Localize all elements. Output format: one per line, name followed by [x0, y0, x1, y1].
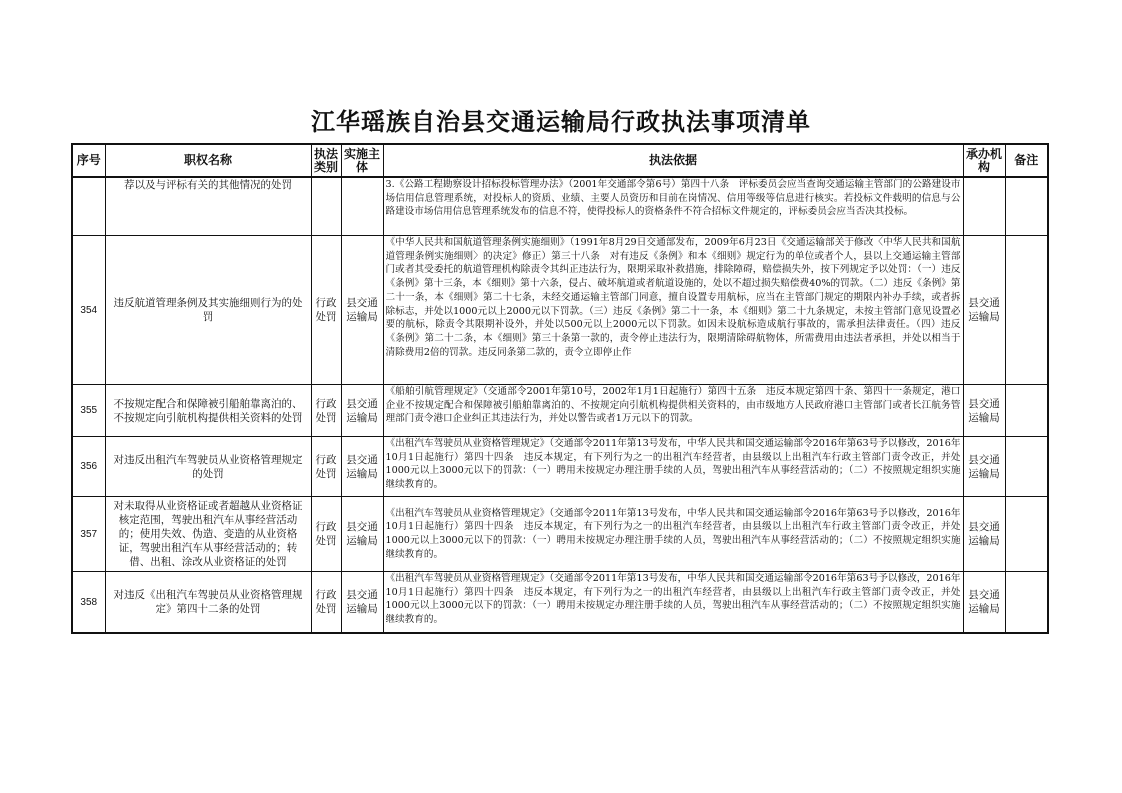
row-type: 行政处罚	[311, 497, 341, 572]
row-index: 356	[72, 437, 105, 497]
row-type: 行政处罚	[311, 572, 341, 634]
row-index: 355	[72, 385, 105, 437]
row-remark	[1005, 572, 1048, 634]
row-subject: 县交通运输局	[341, 437, 383, 497]
header-index: 序号	[72, 144, 105, 177]
row-type	[311, 177, 341, 236]
row-subject: 县交通运输局	[341, 236, 383, 385]
row-basis-text: 3.《公路工程勘察设计招标投标管理办法》（2001年交通部令第6号）第四十八条 评标委员会应当查询交通运输主管部门的公路建设市场信用信息管理系统，对投标人的资质、业绩、主要人员资历和目前在岗情况、信用等级等信息进行核实。若投标文件载明的信息与公路建设市场信用信息管理系统发布的信息不符，使得投标人的资格条件不符合招标文件规定的，评标委员会应当否决其投标。	[385, 179, 961, 218]
row-index: 357	[72, 497, 105, 572]
row-agency: 县交通运输局	[963, 385, 1005, 437]
row-agency	[963, 177, 1005, 236]
table-row	[72, 437, 1048, 497]
row-remark	[1005, 497, 1048, 572]
row-type: 行政处罚	[311, 437, 341, 497]
row-subject: 县交通运输局	[341, 497, 383, 572]
row-agency: 县交通运输局	[963, 497, 1005, 572]
table-row	[72, 236, 1048, 385]
header-basis: 执法依据	[383, 144, 963, 177]
row-basis	[383, 437, 963, 497]
row-subject: 县交通运输局	[341, 385, 383, 437]
document-title: 江华瑶族自治县交通运输局行政执法事项清单	[311, 107, 811, 136]
row-agency: 县交通运输局	[963, 236, 1005, 385]
row-name: 不按规定配合和保障被引船舶靠离泊的、不按规定向引航机构提供相关资料的处罚	[105, 385, 311, 437]
row-type: 行政处罚	[311, 236, 341, 385]
header-name: 职权名称	[105, 144, 311, 177]
table-row	[72, 572, 1048, 634]
row-type: 行政处罚	[311, 385, 341, 437]
header-subject: 实施主体	[341, 144, 383, 177]
row-name: 荐以及与评标有关的其他情况的处罚	[105, 177, 311, 236]
table-row	[72, 385, 1048, 437]
row-name: 对违反《出租汽车驾驶员从业资格管理规定》第四十二条的处罚	[105, 572, 311, 634]
row-basis	[383, 236, 963, 385]
row-index	[72, 177, 105, 236]
table-row	[72, 177, 1048, 236]
row-index: 354	[72, 236, 105, 385]
row-remark	[1005, 177, 1048, 236]
header-type: 执法类别	[311, 144, 341, 177]
row-name: 对违反出租汽车驾驶员从业资格管理规定的处罚	[105, 437, 311, 497]
header-row	[72, 144, 1048, 177]
row-basis-text: 《中华人民共和国航道管理条例实施细则》（1991年8月29日交通部发布，2009年6月23日《交通运输部关于修改〈中华人民共和国航道管理条例实施细则〉的决定》修正）第三十八条 对有违反《条例》和本《细则》规定行为的单位或者个人，县以上交通运输主管部门或者其受委托的航道管理机构除责令其纠正违法行为，限期采取补救措施，排除障碍，赔偿损失外，按下列规定予以处罚：（一）违反《条例》第十三条，本《细则》第十六条，侵占、破坏航道或者航道设施的，处以不超过损失赔偿费40%的罚款。（二）违反《条例》第二十一条，本《细则》第二十七条，未经交通运输主管部门同意，擅自设置专用航标，应当在主管部门规定的期限内补办手续，或者拆除标志，并处以1000元以上2000元以下罚款。（三）违反《条例》第二十一条，本《细则》第二十九条规定，未按主管部门意见设置必要的航标，除责令其限期补设外，并处以500元以上2000元以下罚款。如因未设航标造成航行事故的，需承担法律责任。（四）违反《条例》第二十二条，本《细则》第三十条第一款的，责令停止违法行为，限期清除碍航物体，所需费用由违法者承担，并处以相当于清除费用2倍的罚款。违反同条第二款的，责令立即停止作	[385, 237, 961, 358]
row-basis	[383, 572, 963, 634]
table-row	[72, 497, 1048, 572]
row-index: 358	[72, 572, 105, 634]
row-basis-text: 《出租汽车驾驶员从业资格管理规定》（交通部令2011年第13号发布，中华人民共和国交通运输部令2016年第63号予以修改，2016年10月1日起施行）第四十四条 违反本规定，有下列行为之一的出租汽车经营者，由县级以上出租汽车行政主管部门责令改正，并处1000元以上3000元以下的罚款：（一）聘用未按规定办理注册手续的人员，驾驶出租汽车从事经营活动的；（二）不按照规定组织实施继续教育的。	[385, 573, 961, 626]
header-remark: 备注	[1005, 144, 1048, 177]
header-agency: 承办机构	[963, 144, 1005, 177]
enforcement-table	[71, 143, 1049, 634]
row-agency: 县交通运输局	[963, 437, 1005, 497]
row-name: 违反航道管理条例及其实施细则行为的处罚	[105, 236, 311, 385]
row-remark	[1005, 437, 1048, 497]
row-basis	[383, 497, 963, 572]
row-remark	[1005, 385, 1048, 437]
row-agency: 县交通运输局	[963, 572, 1005, 634]
row-basis-text: 《出租汽车驾驶员从业资格管理规定》（交通部令2011年第13号发布，中华人民共和国交通运输部令2016年第63号予以修改，2016年10月1日起施行）第四十四条 违反本规定，有下列行为之一的出租汽车经营者，由县级以上出租汽车行政主管部门责令改正，并处1000元以上3000元以下的罚款：（一）聘用未按规定办理注册手续的人员，驾驶出租汽车从事经营活动的；（二）不按照规定组织实施继续教育的。	[385, 438, 961, 491]
row-subject: 县交通运输局	[341, 572, 383, 634]
row-basis	[383, 177, 963, 236]
row-basis-text: 《出租汽车驾驶员从业资格管理规定》（交通部令2011年第13号发布，中华人民共和国交通运输部令2016年第63号予以修改，2016年10月1日起施行）第四十四条 违反本规定，有下列行为之一的出租汽车经营者，由县级以上出租汽车行政主管部门责令改正，并处1000元以上3000元以下的罚款：（一）聘用未按规定办理注册手续的人员，驾驶出租汽车从事经营活动的；（二）不按照规定组织实施继续教育的。	[385, 507, 961, 560]
row-basis-text: 《船舶引航管理规定》（交通部令2001年第10号，2002年1月1日起施行）第四十五条 违反本规定第四十条、第四十一条规定，港口企业不按规定配合和保障被引船舶靠离泊的、不按规定向引航机构提供相关资料的，由市级地方人民政府港口主管部门或者长江航务管理部门责令港口企业纠正其违法行为，并处以警告或者1万元以下的罚款。	[385, 386, 961, 425]
row-subject	[341, 177, 383, 236]
row-basis	[383, 385, 963, 437]
row-remark	[1005, 236, 1048, 385]
row-name: 对未取得从业资格证或者超越从业资格证核定范围，驾驶出租汽车从事经营活动的；使用失效、伪造、变造的从业资格证，驾驶出租汽车从事经营活动的；转借、出租、涂改从业资格证的处罚	[105, 497, 311, 572]
